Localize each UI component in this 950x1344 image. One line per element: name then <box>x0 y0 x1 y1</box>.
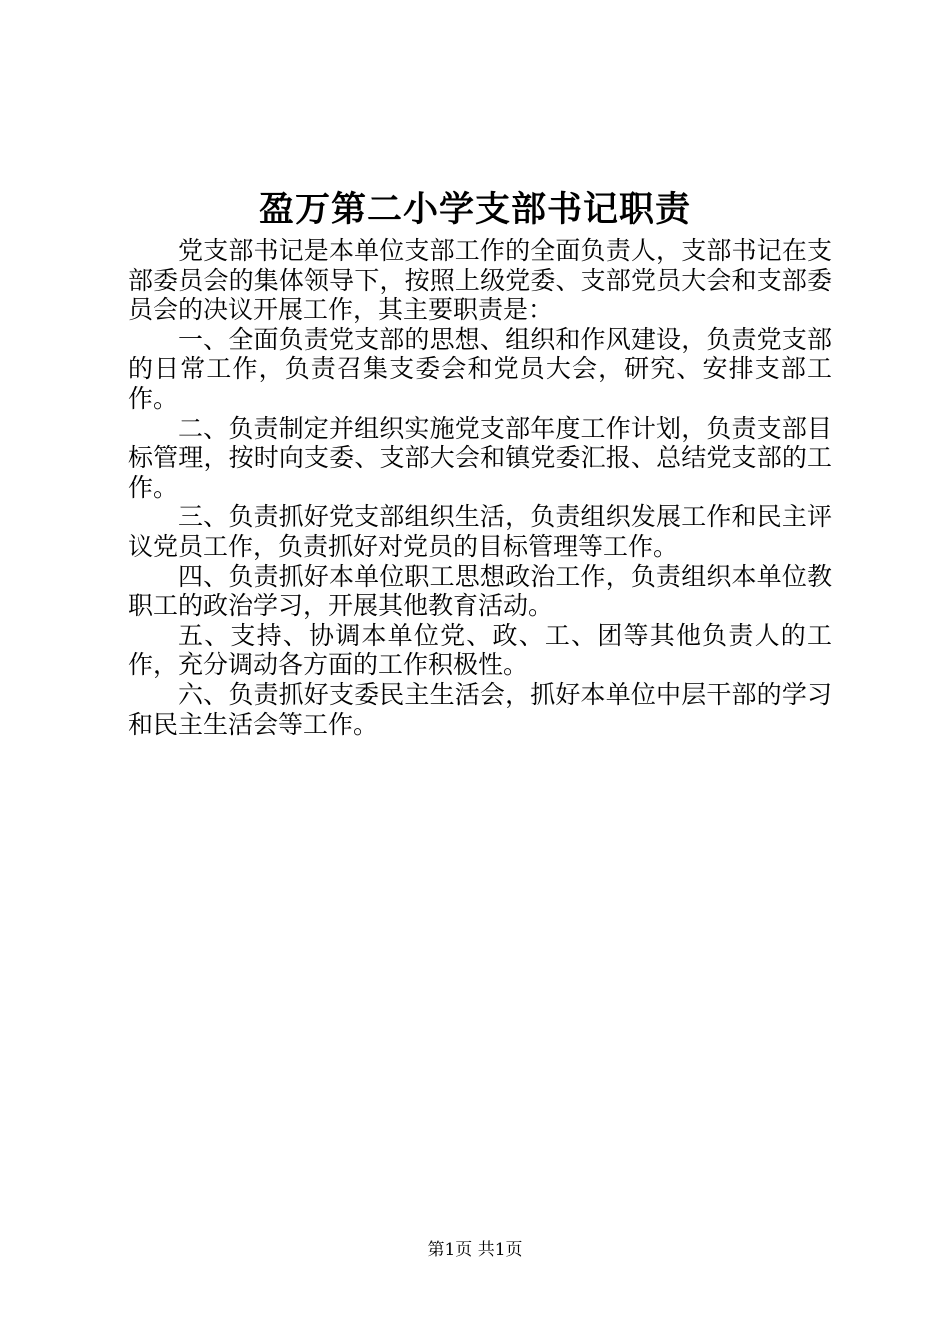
duty-item-1: 一、全面负责党支部的思想、组织和作风建设，负责党支部的日常工作，负责召集支委会和党员大会，研究、安排支部工作。 <box>128 324 832 413</box>
intro-paragraph: 党支部书记是本单位支部工作的全面负责人，支部书记在支部委员会的集体领导下，按照上级党委、支部党员大会和支部委员会的决议开展工作，其主要职责是： <box>128 236 832 325</box>
duty-item-5: 五、支持、协调本单位党、政、工、团等其他负责人的工作，充分调动各方面的工作积极性。 <box>128 620 832 680</box>
document-body <box>128 236 832 739</box>
duty-item-2: 二、负责制定并组织实施党支部年度工作计划，负责支部目标管理，按时向支委、支部大会和镇党委汇报、总结党支部的工作。 <box>128 413 832 502</box>
document-title: 盈万第二小学支部书记职责 <box>258 190 691 230</box>
duty-item-3: 三、负责抓好党支部组织生活，负责组织发展工作和民主评议党员工作，负责抓好对党员的目标管理等工作。 <box>128 502 832 561</box>
duty-item-6: 六、负责抓好支委民主生活会，抓好本单位中层干部的学习和民主生活会等工作。 <box>128 679 832 739</box>
page-number-footer: 第1页 共1页 <box>427 1240 523 1260</box>
duty-item-4: 四、负责抓好本单位职工思想政治工作，负责组织本单位教职工的政治学习，开展其他教育活动。 <box>128 561 832 621</box>
